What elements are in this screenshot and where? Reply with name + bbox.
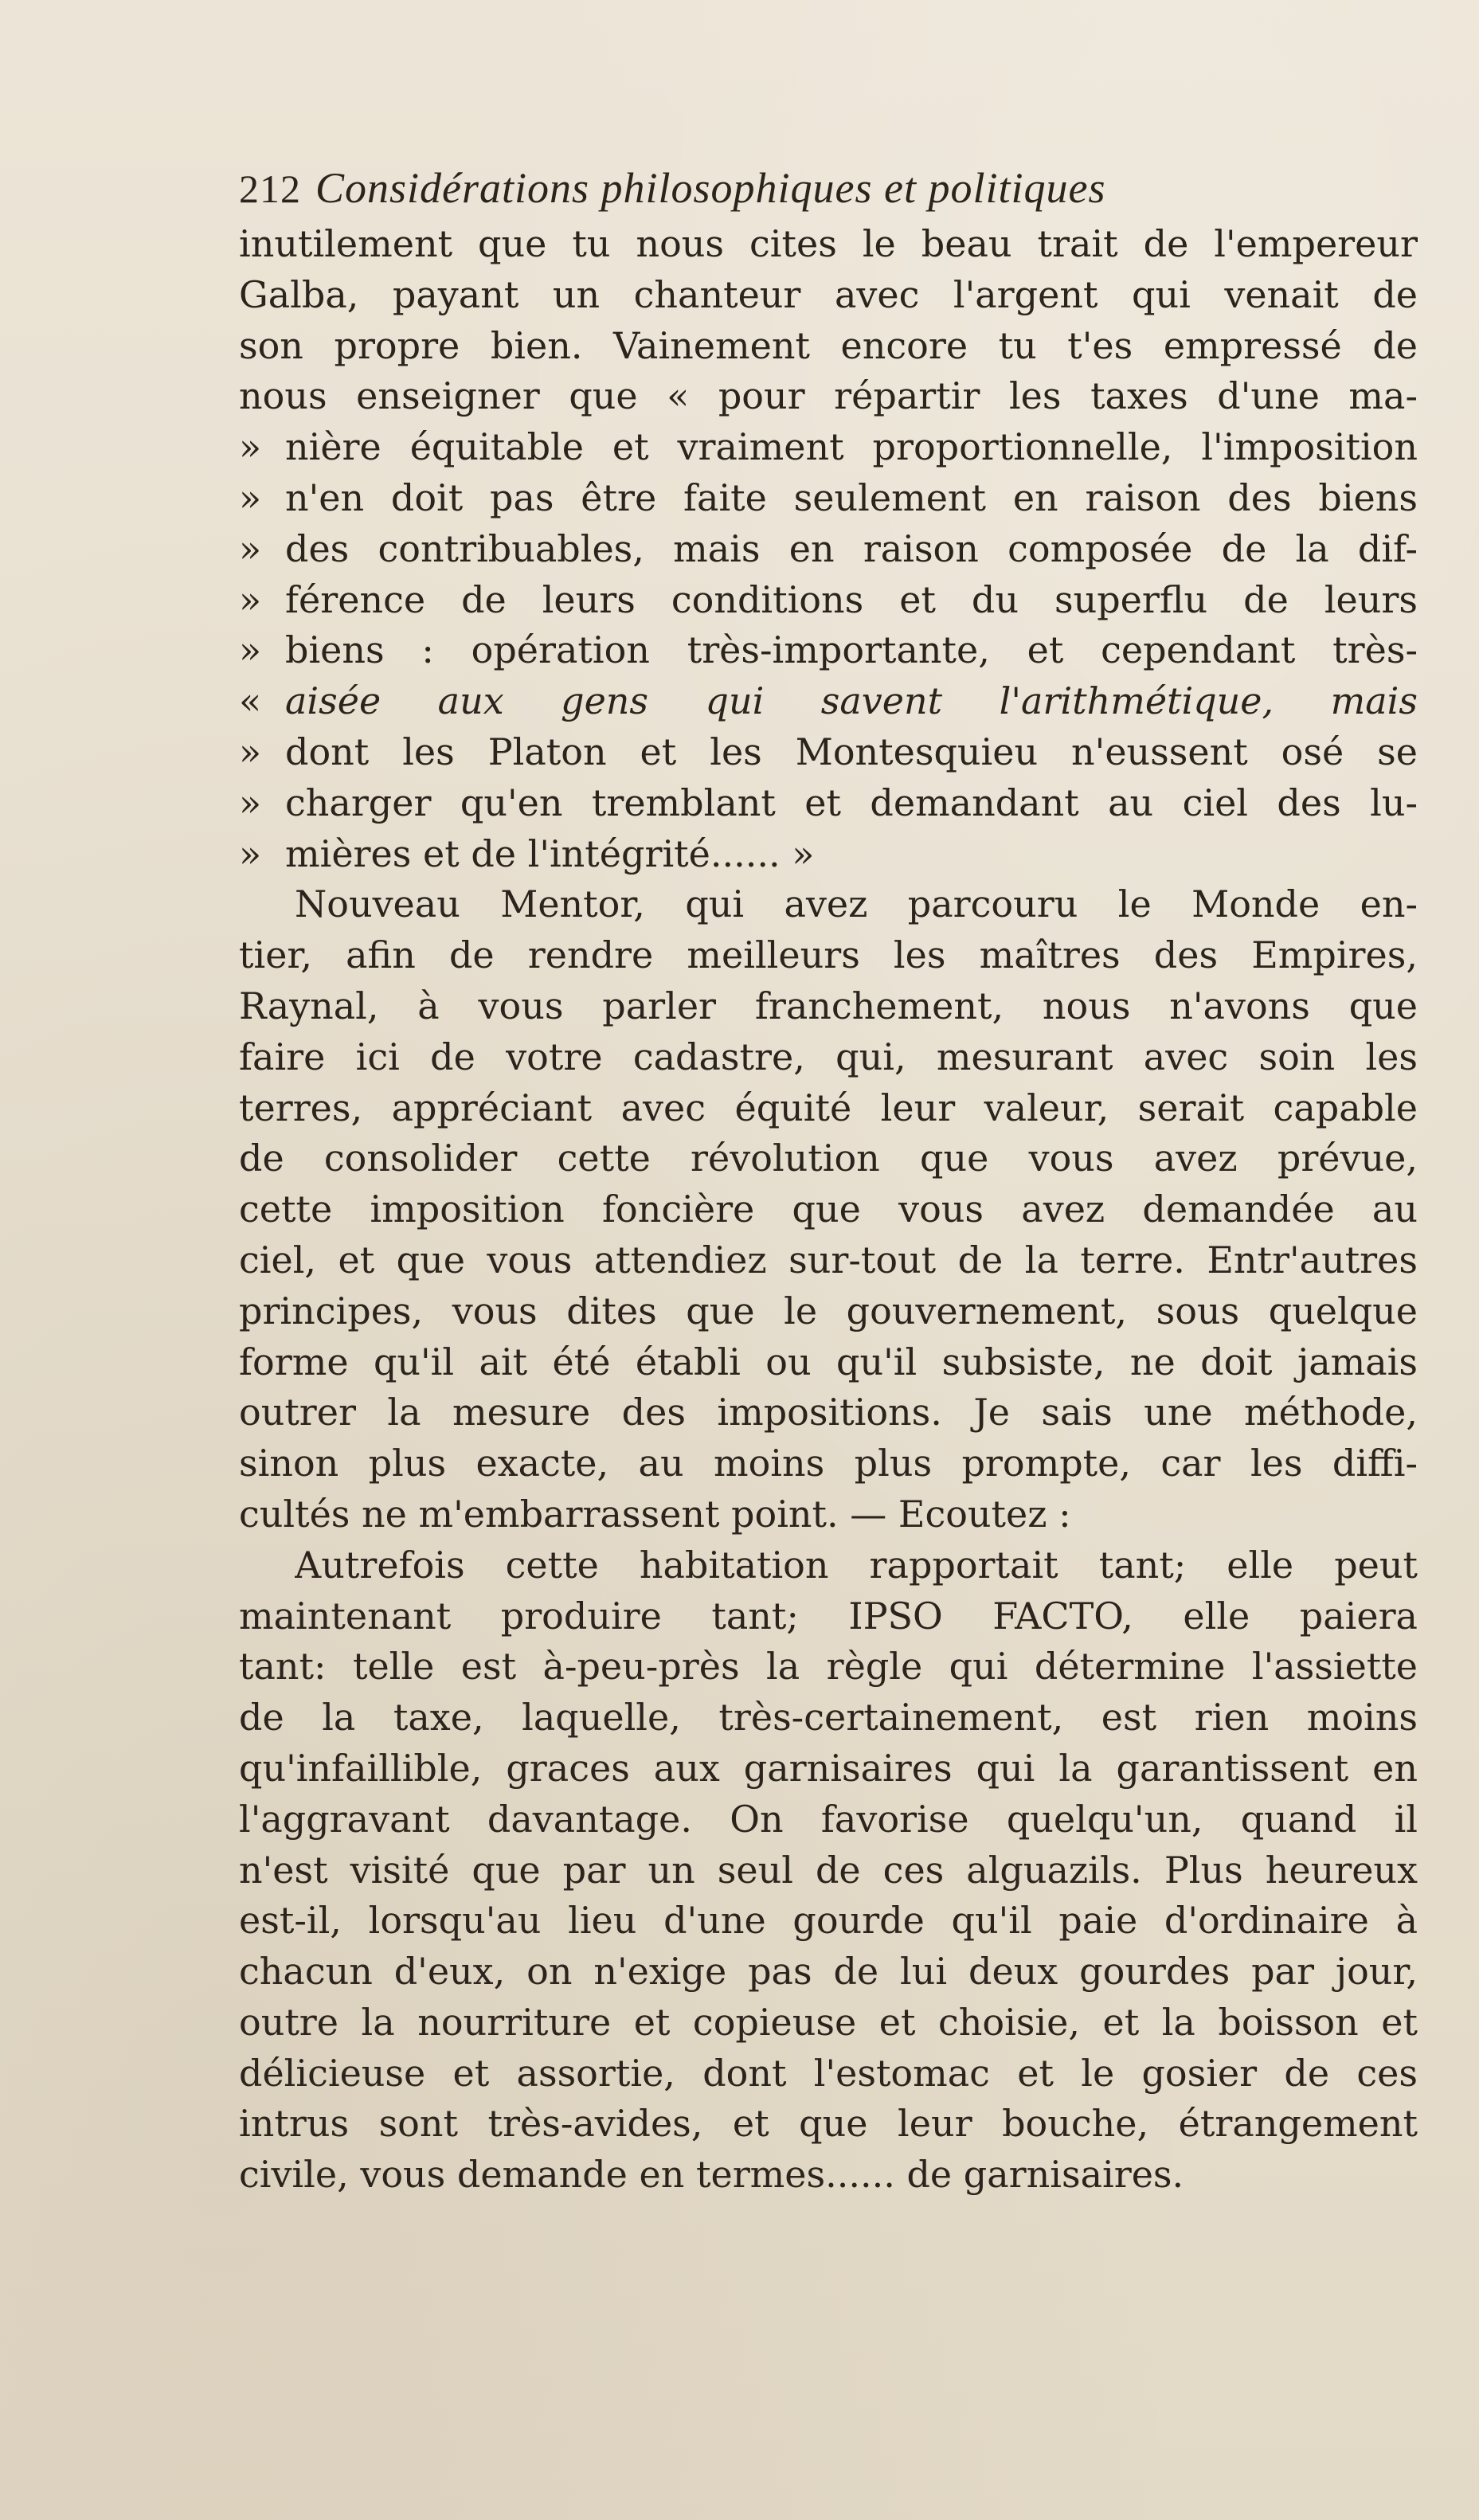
text-line: chacun d'eux, on n'exige pas de lui deux gourdes par jour,: [239, 1950, 1418, 1994]
text-line: mières et de l'intégrité...... »: [285, 832, 815, 875]
text-line: nière équitable et vraiment proportionnelle, l'imposition: [285, 425, 1418, 469]
paragraph-start: [239, 1540, 1418, 1591]
text-line: aisée aux gens qui savent l'arithmétique, mais: [285, 679, 1418, 723]
text-line: tier, afin de rendre meilleurs les maîtres des Empires,: [239, 933, 1418, 977]
quote-mark: »: [239, 577, 262, 621]
text-line: tant: telle est à-peu-près la règle qui détermine l'assiette: [239, 1645, 1418, 1688]
quoted-line: [239, 625, 1418, 676]
quote-mark: »: [239, 628, 262, 672]
text-line: terres, appréciant avec équité leur valeur, serait capable: [239, 1086, 1418, 1129]
text-line: faire ici de votre cadastre, qui, mesurant avec soin les: [239, 1035, 1418, 1078]
quoted-line: [239, 575, 1418, 626]
quote-mark: »: [239, 781, 262, 824]
text-line: l'aggravant davantage. On favorise quelqu'un, quand il: [239, 1797, 1418, 1841]
text-line: Raynal, à vous parler franchement, nous n'avons que: [239, 984, 1418, 1027]
text-line: férence de leurs conditions et du superflu de leurs: [285, 577, 1418, 621]
paragraph-start: [239, 879, 1418, 930]
text-line: inutilement que tu nous cites le beau trait de l'empereur: [239, 222, 1418, 265]
quote-mark: »: [239, 475, 262, 519]
text-line: délicieuse et assortie, dont l'estomac et le gosier de ces: [239, 2051, 1418, 2095]
text-line: biens : opération très-importante, et cependant très-: [285, 628, 1418, 672]
text-line: intrus sont très-avides, et que leur bouche, étrangement: [239, 2102, 1418, 2146]
text-line: charger qu'en tremblant et demandant au ciel des lu-: [285, 781, 1418, 824]
quote-mark: »: [239, 832, 262, 875]
text-line: outre la nourriture et copieuse et choisie, et la boisson et: [239, 2000, 1418, 2044]
text-line: de la taxe, laquelle, très-certainement, est rien moins: [239, 1696, 1418, 1739]
quote-mark: »: [239, 425, 262, 469]
text-line: est-il, lorsqu'au lieu d'une gourde qu'il paie d'ordinaire à: [239, 1899, 1418, 1943]
running-title: Considérations philosophiques et politiques: [315, 164, 1106, 212]
quote-mark: «: [239, 679, 262, 723]
text-line: maintenant produire tant; IPSO FACTO, elle paiera: [239, 1594, 1418, 1638]
text-line: sinon plus exacte, au moins plus prompte, car les diffi-: [239, 1442, 1418, 1485]
text-line: ciel, et que vous attendiez sur-tout de la terre. Entr'autres: [239, 1238, 1418, 1282]
text-line: Nouveau Mentor, qui avez parcouru le Monde en-: [295, 882, 1418, 926]
text-line: n'est visité que par un seul de ces alguazils. Plus heureux: [239, 1848, 1418, 1892]
quoted-line: [239, 829, 1418, 880]
quoted-line: [239, 676, 1418, 727]
quote-mark: »: [239, 526, 262, 570]
page-text: [239, 163, 1418, 2201]
text-line: forme qu'il ait été établi ou qu'il subsiste, ne doit jamais: [239, 1340, 1418, 1383]
quote-mark: »: [239, 730, 262, 773]
text-line: de consolider cette révolution que vous avez prévue,: [239, 1137, 1418, 1180]
quoted-line: [239, 422, 1418, 473]
text-line: des contribuables, mais en raison composée de la dif-: [285, 526, 1418, 570]
text-line: civile, vous demande en termes...... de garnisaires.: [239, 2153, 1184, 2197]
page-number: 212: [239, 166, 301, 211]
quoted-line: [239, 727, 1418, 778]
text-line: cultés ne m'embarrassent point. — Ecoutez :: [239, 1492, 1071, 1536]
text-line: nous enseigner que « pour répartir les taxes d'une ma-: [239, 374, 1418, 418]
text-line: Autrefois cette habitation rapportait tant; elle peut: [295, 1543, 1418, 1587]
quoted-line: [239, 473, 1418, 524]
quoted-line: [239, 778, 1418, 829]
text-line: dont les Platon et les Montesquieu n'eussent osé se: [285, 730, 1418, 773]
text-line: cette imposition foncière que vous avez demandée au: [239, 1188, 1418, 1231]
text-line: qu'infaillible, graces aux garnisaires qui la garantissent en: [239, 1746, 1418, 1790]
text-line: principes, vous dites que le gouvernement, sous quelque: [239, 1289, 1418, 1332]
text-line: son propre bien. Vainement encore tu t'es empressé de: [239, 323, 1418, 367]
text-line: outrer la mesure des impositions. Je sais une méthode,: [239, 1391, 1418, 1434]
page-header: [239, 163, 1418, 219]
text-line: Galba, payant un chanteur avec l'argent qui venait de: [239, 272, 1418, 316]
quoted-line: [239, 524, 1418, 575]
text-line: n'en doit pas être faite seulement en raison des biens: [285, 475, 1418, 519]
